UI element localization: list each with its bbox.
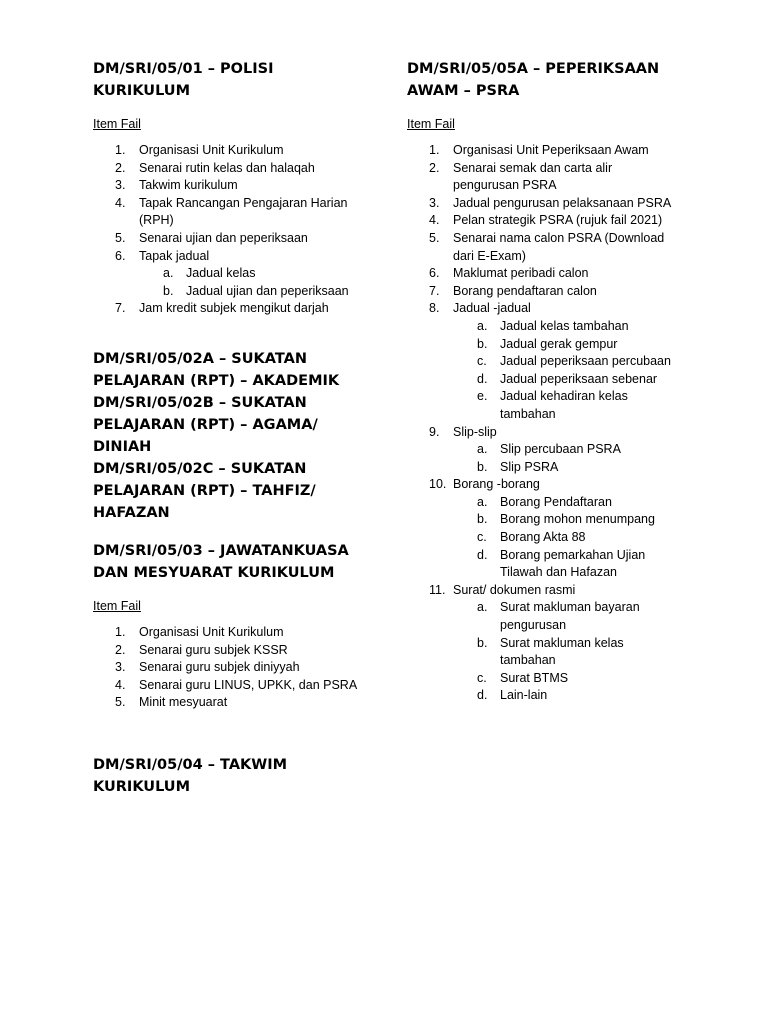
list-item <box>93 230 383 248</box>
sub-list-item <box>139 283 383 301</box>
sub-list-item <box>453 511 707 529</box>
sub-list <box>407 599 707 705</box>
list-marker: a. <box>477 600 488 615</box>
list-marker: c. <box>477 670 487 685</box>
list-item <box>93 624 383 642</box>
list-item <box>93 195 383 230</box>
sub-list-item <box>453 635 707 670</box>
sub-list-item <box>453 371 707 389</box>
list-marker: d. <box>477 371 488 386</box>
list-marker: 9. <box>429 424 440 439</box>
list-item-text: Senarai ujian dan peperiksaan <box>139 230 308 245</box>
list-marker: 3. <box>115 660 126 675</box>
list-marker: 3. <box>115 178 126 193</box>
list-item <box>93 248 383 301</box>
list-item-text: Surat makluman bayaran pengurusan <box>500 600 640 633</box>
list-marker: 1. <box>115 624 126 639</box>
list-item-text: Borang -borang <box>453 477 540 492</box>
jawatankuasa-item-list <box>93 624 383 712</box>
list-item-text: Surat/ dokumen rasmi <box>453 582 576 597</box>
list-item <box>407 160 707 195</box>
sub-list <box>93 265 383 300</box>
list-item-text: Jadual ujian dan peperiksaan <box>186 283 349 298</box>
sub-list-item <box>453 388 707 423</box>
list-item-text: Jadual kelas tambahan <box>500 318 629 333</box>
list-item-text: Jadual peperiksaan percubaan <box>500 354 671 369</box>
list-item-text: Senarai guru LINUS, UPKK, dan PSRA <box>139 677 358 692</box>
list-item <box>407 582 707 705</box>
list-marker: 6. <box>429 266 440 281</box>
list-item-text: Minit mesyuarat <box>139 695 228 710</box>
heading-sukatan-pelajaran: DM/SRI/05/02A – SUKATAN PELAJARAN (RPT) – AKADEMIK DM/SRI/05/02B – SUKATAN PELAJARAN (RPT) – AGAMA/ DINIAH DM/SRI/05/02C – SUKATAN PELAJARAN (RPT) – TAHFIZ/ HAFAZAN <box>93 350 340 521</box>
list-item <box>407 300 707 423</box>
list-marker: c. <box>477 354 487 369</box>
list-item-text: Senarai semak dan carta alir pengurusan PSRA <box>453 160 613 193</box>
list-marker: b. <box>477 336 488 351</box>
list-item <box>93 677 383 695</box>
heading-polisi-kurikulum: DM/SRI/05/01 – POLISI KURIKULUM <box>93 61 274 99</box>
list-marker: b. <box>477 459 488 474</box>
list-item <box>93 642 383 660</box>
list-marker: 11. <box>429 582 446 597</box>
list-item <box>93 177 383 195</box>
list-marker: 5. <box>115 695 126 710</box>
list-item-text: Maklumat peribadi calon <box>453 266 589 281</box>
list-item-text: Organisasi Unit Peperiksaan Awam <box>453 143 649 157</box>
list-marker: a. <box>477 494 488 509</box>
left-column <box>93 58 383 798</box>
list-marker: 2. <box>115 160 126 175</box>
list-marker: d. <box>477 547 488 562</box>
list-item-text: Tapak Rancangan Pengajaran Harian (RPH) <box>139 195 348 228</box>
list-marker: 4. <box>115 195 126 210</box>
list-marker: 7. <box>429 283 440 298</box>
sub-list-item <box>453 318 707 336</box>
sub-list-item <box>453 687 707 705</box>
list-item-text: Jadual kelas <box>186 266 256 281</box>
list-item-text: Slip PSRA <box>500 459 559 474</box>
list-item-text: Borang mohon menumpang <box>500 512 655 527</box>
list-item-text: Senarai nama calon PSRA (Download dari E-Exam) <box>453 230 665 263</box>
list-item-text: Senarai rutin kelas dan halaqah <box>139 160 315 175</box>
list-marker: 10. <box>429 477 447 492</box>
list-marker: 4. <box>429 213 440 228</box>
list-item <box>93 300 383 318</box>
list-item-text: Organisasi Unit Kurikulum <box>139 143 284 157</box>
sub-list <box>407 494 707 582</box>
list-marker: b. <box>163 283 174 298</box>
list-marker: d. <box>477 688 488 703</box>
heading-takwim-kurikulum: DM/SRI/05/04 – TAKWIM KURIKULUM <box>93 756 288 795</box>
list-item <box>407 230 707 265</box>
list-item-text: Jadual peperiksaan sebenar <box>500 371 658 386</box>
sub-list <box>407 441 707 476</box>
list-marker: 8. <box>429 301 440 316</box>
sub-list <box>407 318 707 424</box>
list-marker: b. <box>477 512 488 527</box>
heading-peperiksaan-awam: DM/SRI/05/05A – PEPERIKSAAN AWAM – PSRA <box>407 61 660 99</box>
list-marker: 1. <box>429 143 440 157</box>
list-item-text: Senarai guru subjek KSSR <box>139 642 288 657</box>
list-item <box>93 659 383 677</box>
item-fail-label: Item Fail <box>93 117 141 131</box>
list-item-text: Slip-slip <box>453 424 497 439</box>
list-item-text: Senarai guru subjek diniyyah <box>139 660 300 675</box>
list-item-text: Jam kredit subjek mengikut darjah <box>139 301 329 316</box>
item-fail-label: Item Fail <box>93 598 141 613</box>
list-item <box>93 160 383 178</box>
list-marker: 7. <box>115 301 126 316</box>
list-item-text: Slip percubaan PSRA <box>500 442 621 457</box>
list-marker: 1. <box>115 143 126 157</box>
sub-list-item <box>453 547 707 582</box>
list-marker: 5. <box>429 230 440 245</box>
sub-list-item <box>453 529 707 547</box>
right-column <box>407 58 707 705</box>
list-item-text: Surat makluman kelas tambahan <box>500 635 624 668</box>
list-marker: a. <box>477 318 488 333</box>
list-item-text: Organisasi Unit Kurikulum <box>139 624 284 639</box>
sub-list-item <box>453 670 707 688</box>
sub-list-item <box>453 494 707 512</box>
list-marker: e. <box>477 389 488 404</box>
list-item <box>407 476 707 582</box>
sub-list-item <box>453 441 707 459</box>
list-item <box>93 142 383 160</box>
polisi-item-list <box>93 142 383 318</box>
list-item <box>407 195 707 213</box>
list-marker: a. <box>163 266 174 281</box>
list-marker: a. <box>477 442 488 457</box>
list-marker: 2. <box>429 160 440 175</box>
list-item-text: Takwim kurikulum <box>139 178 238 193</box>
list-item <box>407 212 707 230</box>
item-fail-label: Item Fail <box>407 117 455 131</box>
list-item-text: Pelan strategik PSRA (rujuk fail 2021) <box>453 213 663 228</box>
list-item-text: Borang Pendaftaran <box>500 494 612 509</box>
heading-jawatankuasa: DM/SRI/05/03 – JAWATANKUASA DAN MESYUARAT KURIKULUM <box>93 542 349 581</box>
list-item-text: Surat BTMS <box>500 670 569 685</box>
list-marker: 6. <box>115 248 126 263</box>
list-marker: b. <box>477 635 488 650</box>
list-item <box>93 694 383 712</box>
sub-list-item <box>453 353 707 371</box>
list-item-text: Jadual -jadual <box>453 301 531 316</box>
list-item-text: Lain-lain <box>500 688 548 703</box>
list-marker: 4. <box>115 677 126 692</box>
list-item-text: Jadual kehadiran kelas tambahan <box>500 389 628 421</box>
sub-list-item <box>453 336 707 354</box>
psra-item-list <box>407 142 707 705</box>
list-item-text: Jadual gerak gempur <box>500 336 618 351</box>
list-item-text: Borang Akta 88 <box>500 530 586 545</box>
list-item <box>407 265 707 283</box>
sub-list-item <box>139 265 383 283</box>
list-item <box>407 424 707 477</box>
list-item-text: Borang pendaftaran calon <box>453 283 597 298</box>
list-marker: 5. <box>115 230 126 245</box>
list-marker: 3. <box>429 195 440 210</box>
list-item <box>407 142 707 160</box>
sub-list-item <box>453 599 707 634</box>
list-marker: c. <box>477 530 487 545</box>
sub-list-item <box>453 459 707 477</box>
list-item <box>407 283 707 301</box>
list-item-text: Jadual pengurusan pelaksanaan PSRA <box>453 195 672 210</box>
list-item-text: Borang pemarkahan Ujian Tilawah dan Hafazan <box>500 547 646 580</box>
list-item-text: Tapak jadual <box>139 248 210 263</box>
list-marker: 2. <box>115 642 126 657</box>
